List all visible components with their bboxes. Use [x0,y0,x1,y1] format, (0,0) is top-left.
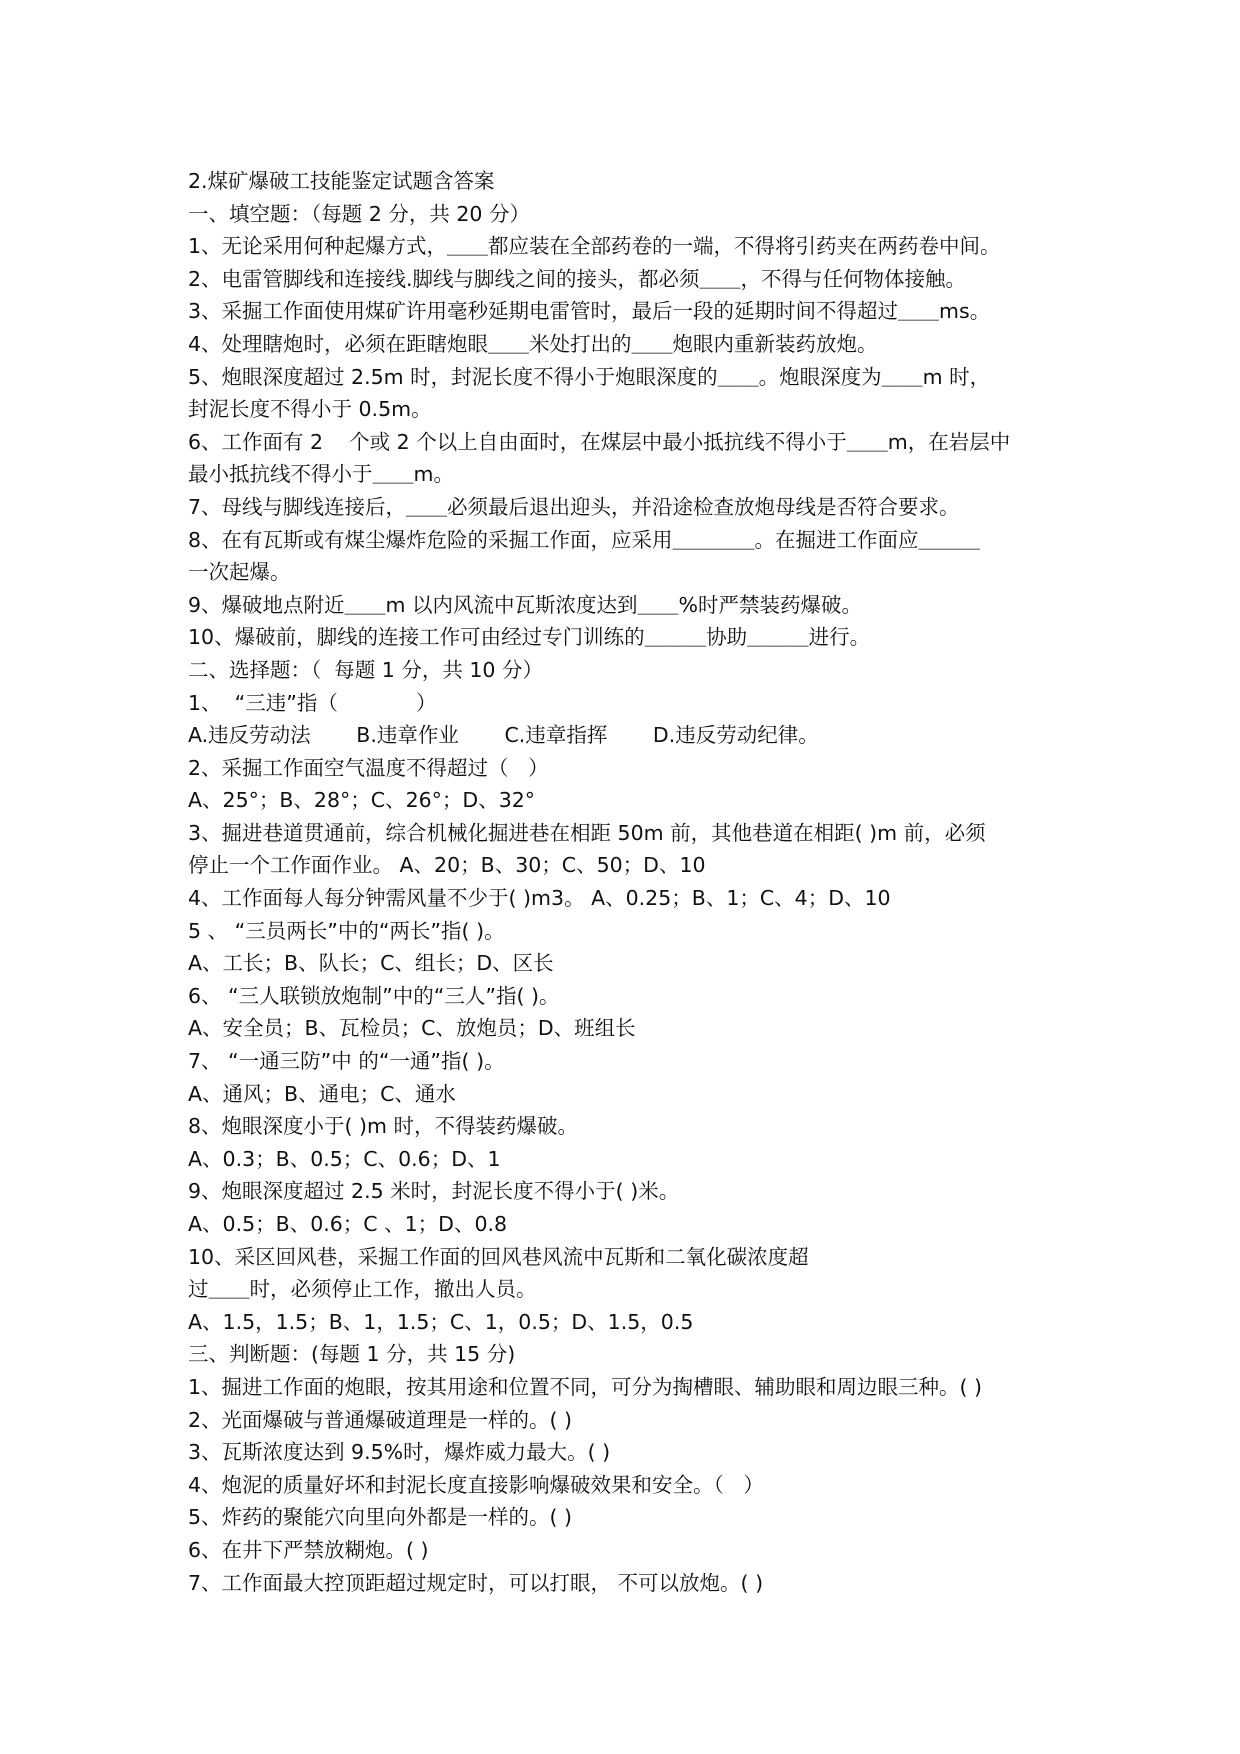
document-title: 2.煤矿爆破工技能鉴定试题含答案 [188,169,495,193]
text-line: 1、无论采用何种起爆方式，＿＿都应装在全部药卷的一端，不得将引药夹在两药卷中间。 [188,234,1001,259]
text-line: 二、选择题：（ 每题 1 分，共 10 分） [188,657,543,682]
text-line: 3、掘进巷道贯通前，综合机械化掘进巷在相距 50m 前，其他巷道在相距( )m 前，必须 [188,820,986,845]
text-line: 封泥长度不得小于 0.5m。 [188,397,432,422]
text-line: 2、光面爆破与普通爆破道理是一样的。( ) [188,1407,573,1432]
text-line: A、1.5，1.5；B、1，1.5；C、1，0.5；D、1.5，0.5 [188,1309,694,1334]
text-line: 6、工作面有 2 个或 2 个以上自由面时，在煤层中最小抵抗线不得小于＿＿m，在岩层中 [188,429,1011,454]
text-line: 10、爆破前，脚线的连接工作可由经过专门训练的＿＿＿协助＿＿＿进行。 [188,625,871,650]
text-line: 停止一个工作面作业。 A、20；B、30；C、50；D、10 [188,853,706,878]
text-line: 5、炮眼深度超过 2.5m 时，封泥长度不得小于炮眼深度的＿＿。炮眼深度为＿＿m 时， [188,364,991,389]
text-line: 6、 “三人联锁放炮制”中的“三人”指( )。 [188,983,560,1008]
text-line: 3、采掘工作面使用煤矿许用毫秒延期电雷管时，最后一段的延期时间不得超过＿＿ms。 [188,299,991,324]
text-line: 8、在有瓦斯或有煤尘爆炸危险的采掘工作面，应采用＿＿＿＿。在掘进工作面应＿＿＿ [188,527,981,552]
text-line: 8、炮眼深度小于( )m 时，不得装药爆破。 [188,1114,579,1139]
text-line: 10、采区回风巷，采掘工作面的回风巷风流中瓦斯和二氧化碳浓度超 [188,1244,809,1269]
document-body [188,165,1068,1599]
text-line: 一、填空题：（每题 2 分，共 20 分） [188,201,530,226]
text-line: A、0.5；B、0.6；C 、1；D、0.8 [188,1212,508,1236]
text-line: 6、在井下严禁放糊炮。( ) [188,1537,429,1562]
text-line: A、安全员；B、瓦检员；C、放炮员；D、班组长 [188,1016,636,1041]
text-line: A、工长；B、队长；C、组长；D、区长 [188,951,554,976]
text-line: 2、采掘工作面空气温度不得超过（ ） [188,755,549,780]
text-line: 1、 “三违”指（ ） [188,690,437,715]
text-line: 2、电雷管脚线和连接线.脚线与脚线之间的接头，都必须＿＿，不得与任何物体接触。 [188,266,967,291]
text-line: 5 、 “三员两长”中的“两长”指( )。 [188,918,505,943]
text-line: A、25°；B、28°；C、26°；D、32° [188,788,536,813]
text-line: 三、判断题：(每题 1 分，共 15 分) [188,1342,516,1367]
text-line: 7、工作面最大控顶距超过规定时，可以打眼， 不可以放炮。( ) [188,1570,764,1595]
text-line: A.违反劳动法 B.违章作业 C.违章指挥 D.违反劳动纪律。 [188,723,819,748]
text-line: 9、炮眼深度超过 2.5 米时，封泥长度不得小于( )米。 [188,1179,680,1204]
text-line: A、通风；B、通电；C、通水 [188,1081,456,1106]
text-line: 最小抵抗线不得小于＿＿m。 [188,462,454,487]
text-line: 过＿＿时，必须停止工作，撤出人员。 [188,1277,537,1302]
text-line: 1、掘进工作面的炮眼，按其用途和位置不同，可分为掏槽眼、辅助眼和周边眼三种。( ) [188,1374,983,1399]
text-line: 5、炸药的聚能穴向里向外都是一样的。( ) [188,1505,573,1530]
text-line: 9、爆破地点附近＿＿m 以内风流中瓦斯浓度达到＿＿%时严禁装药爆破。 [188,592,863,617]
text-line: 一次起爆。 [188,560,291,585]
text-line: 3、瓦斯浓度达到 9.5%时，爆炸威力最大。( ) [188,1440,611,1465]
text-line: 7、 “一通三防”中 的“一通”指( )。 [188,1049,505,1074]
text-line: 7、母线与脚线连接后，＿＿必须最后退出迎头，并沿途检查放炮母线是否符合要求。 [188,494,960,519]
text-line: A、0.3；B、0.5；C、0.6；D、1 [188,1146,501,1171]
text-line: 4、工作面每人每分钟需风量不少于( )m3。 A、0.25；B、1；C、4；D、10 [188,886,891,911]
text-line: 4、炮泥的质量好坏和封泥长度直接影响爆破效果和安全。（ ） [188,1472,764,1497]
text-line: 4、处理瞎炮时，必须在距瞎炮眼＿＿米处打出的＿＿炮眼内重新装药放炮。 [188,331,878,356]
document-lines [188,198,1068,1600]
